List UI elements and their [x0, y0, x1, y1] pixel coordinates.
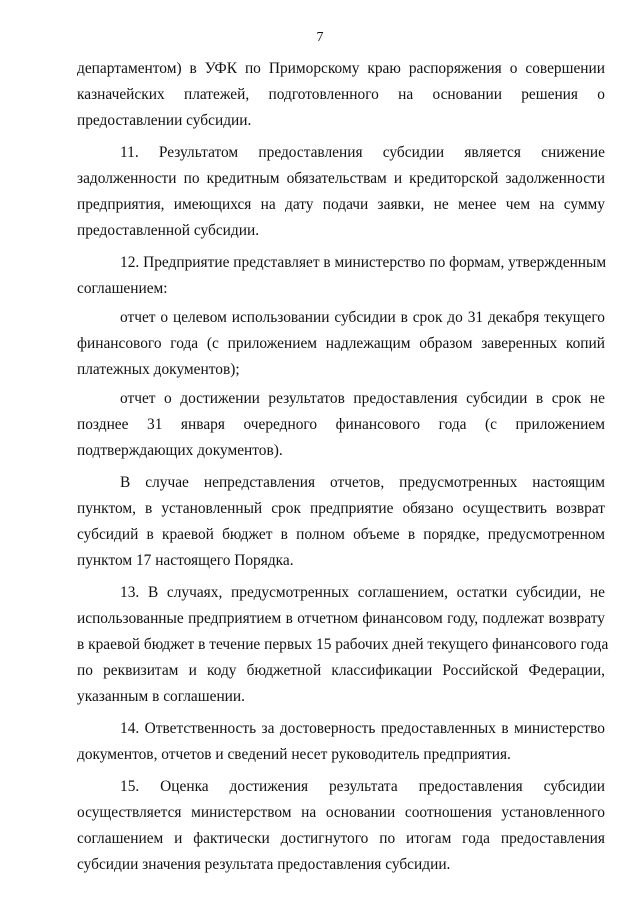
text-line: 15. Оценка достижения результата предоставления субсидии	[120, 778, 605, 795]
document-body	[77, 56, 609, 878]
text-line: пунктом 17 настоящего Порядка.	[77, 552, 294, 569]
text-line: отчет о целевом использовании субсидии в срок до 31 декабря текущего	[120, 309, 605, 326]
text-line: осуществляется министерством на основании соотношения установленного	[77, 804, 605, 821]
text-line: предоставленной субсидии.	[77, 222, 260, 239]
text-line: 11. Результатом предоставления субсидии является снижение	[120, 144, 605, 161]
text-line: по реквизитам и коду бюджетной классификации Российской Федерации,	[77, 662, 605, 679]
text-line: В случае непредставления отчетов, предусмотренных настоящим	[120, 474, 605, 491]
text-line: платежных документов);	[77, 361, 240, 378]
text-line: документов, отчетов и сведений несет руководитель предприятия.	[77, 746, 511, 763]
text-line: департаментом) в УФК по Приморскому краю распоряжения о совершении	[77, 60, 605, 77]
text-line: 13. В случаях, предусмотренных соглашением, остатки субсидии, не	[120, 584, 605, 601]
page-number: 7	[316, 30, 324, 45]
text-line: пунктом, в установленный срок предприятие обязано осуществить возврат	[77, 500, 605, 517]
text-line: 12. Предприятие представляет в министерство по формам, утвержденным	[120, 254, 607, 271]
text-line: отчет о достижении результатов предоставления субсидии в срок не	[120, 390, 605, 407]
text-line: финансового года (с приложением надлежащим образом заверенных копий	[77, 335, 605, 352]
text-line: соглашением:	[77, 280, 168, 297]
text-line: соглашением и фактически достигнутого по итогам года предоставления	[77, 830, 605, 847]
text-line: подтверждающих документов).	[77, 442, 283, 459]
text-line: субсидии значения результата предоставления субсидии.	[77, 856, 451, 873]
text-line: предоставлении субсидии.	[77, 112, 252, 129]
text-line: задолженности по кредитным обязательствам и кредиторской задолженности	[77, 170, 605, 187]
text-line: казначейских платежей, подготовленного на основании решения о	[77, 86, 605, 103]
text-line: использованные предприятием в отчетном финансовом году, подлежат возврату	[77, 610, 605, 627]
text-line: позднее 31 января очередного финансового года (с приложением	[77, 416, 605, 433]
text-line: предприятия, имеющихся на дату подачи заявки, не менее чем на сумму	[77, 196, 605, 213]
text-line: субсидий в краевой бюджет в полном объеме в порядке, предусмотренном	[77, 526, 605, 543]
text-line: в краевой бюджет в течение первых 15 рабочих дней текущего финансового года	[77, 636, 609, 653]
text-line: указанным в соглашении.	[77, 688, 246, 705]
text-line: 14. Ответственность за достоверность предоставленных в министерство	[120, 720, 605, 737]
